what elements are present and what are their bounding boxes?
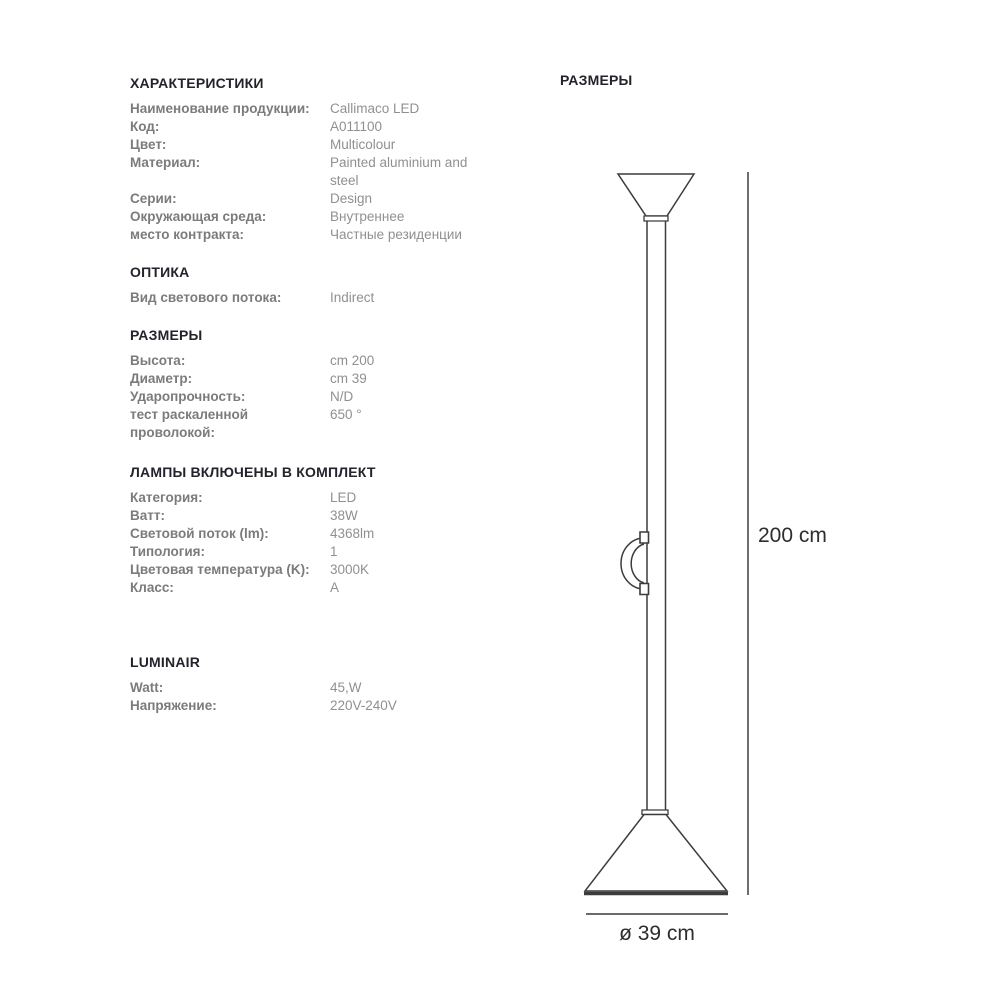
spec-value: cm 200 [330, 353, 375, 368]
spec-row [130, 136, 492, 154]
spec-label: тест раскаленной проволокой: [130, 407, 249, 440]
spec-value: Design [330, 191, 373, 206]
spec-value: Частные резиденции [330, 227, 462, 242]
lamp-handle [621, 532, 649, 595]
spec-row [130, 679, 492, 697]
spec-value: LED [330, 490, 357, 505]
spec-row [130, 352, 492, 370]
handle-bottom-mount [640, 584, 649, 595]
spec-label: Высота: [130, 353, 186, 368]
spec-row [130, 100, 492, 118]
lamp-top-collar [644, 216, 668, 221]
spec-row [130, 507, 492, 525]
section-title: ОПТИКА [130, 264, 190, 280]
spec-row [130, 697, 492, 715]
spec-row [130, 154, 492, 190]
spec-row [130, 525, 492, 543]
diameter-dimension-label: ø 39 cm [619, 922, 695, 945]
spec-value: 220V-240V [330, 698, 397, 713]
spec-label: Окружающая среда: [130, 209, 267, 224]
spec-label: Категория: [130, 490, 203, 505]
lamp-base-cone [584, 810, 728, 894]
spec-value: A [330, 580, 340, 595]
section-luminair [130, 653, 492, 715]
lamp-pole [647, 221, 666, 810]
spec-label: место контракта: [130, 227, 244, 242]
spec-row [130, 388, 492, 406]
spec-value: N/D [330, 389, 354, 404]
spec-value: 3000K [330, 562, 370, 577]
spec-label: Вид светового потока: [130, 290, 282, 305]
handle-top-mount [640, 532, 649, 543]
spec-value: Multicolour [330, 137, 396, 152]
spec-label: Watt: [130, 680, 164, 695]
spec-label: Цветовая температура (K): [130, 562, 310, 577]
spec-row [130, 406, 492, 442]
spec-label: Цвет: [130, 137, 167, 152]
spec-value: 650 ° [330, 407, 362, 422]
spec-row [130, 226, 492, 244]
section-title: LUMINAIR [130, 654, 201, 670]
spec-value: Callimaco LED [330, 101, 420, 116]
spec-row [130, 118, 492, 136]
spec-row [130, 208, 492, 226]
height-dimension-label: 200 cm [758, 524, 827, 547]
spec-label: Класс: [130, 580, 174, 595]
section-dimensions [130, 326, 492, 442]
spec-value: 1 [330, 544, 338, 559]
spec-label: Типология: [130, 544, 206, 559]
spec-label: Серии: [130, 191, 177, 206]
spec-row [130, 543, 492, 561]
spec-row [130, 289, 492, 307]
section-characteristics [130, 74, 492, 244]
spec-label: Напряжение: [130, 698, 217, 713]
lamp-dimension-drawing [560, 160, 850, 970]
spec-value: A011100 [330, 119, 383, 134]
spec-label: Ватт: [130, 508, 165, 523]
diagram-title: РАЗМЕРЫ [560, 72, 633, 88]
section-title: РАЗМЕРЫ [130, 327, 203, 343]
spec-label: Код: [130, 119, 160, 134]
spec-value: 38W [330, 508, 358, 523]
spec-label: Световой поток (lm): [130, 526, 269, 541]
spec-label: Материал: [130, 155, 201, 170]
section-title: ЛАМПЫ ВКЛЮЧЕНЫ В КОМПЛЕКТ [130, 464, 376, 480]
spec-value: cm 39 [330, 371, 367, 386]
spec-value: Painted aluminium and steel [330, 155, 468, 188]
spec-value: 4368lm [330, 526, 375, 541]
section-title: ХАРАКТЕРИСТИКИ [130, 75, 264, 91]
spec-row [130, 561, 492, 579]
spec-value: Внутреннее [330, 209, 405, 224]
section-optics [130, 263, 492, 307]
spec-row [130, 190, 492, 208]
spec-label: Наименование продукции: [130, 101, 310, 116]
spec-row [130, 370, 492, 388]
spec-row [130, 579, 492, 597]
section-lamps-included [130, 463, 492, 597]
spec-row [130, 489, 492, 507]
spec-label: Ударопрочность: [130, 389, 246, 404]
lamp-top-cone [618, 174, 694, 221]
spec-label: Диаметр: [130, 371, 193, 386]
spec-value: 45,W [330, 680, 362, 695]
spec-value: Indirect [330, 290, 375, 305]
